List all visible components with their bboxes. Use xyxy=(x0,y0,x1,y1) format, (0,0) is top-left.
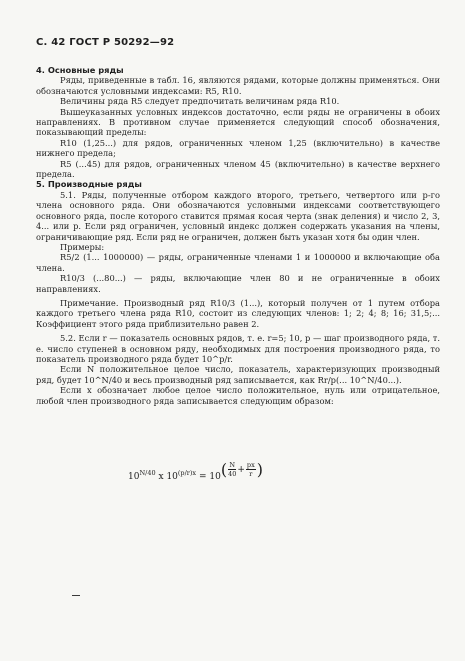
section-4-paragraph-2: Величины ряда R5 следует предпочитать величинам ряда R10. xyxy=(60,96,340,107)
standard-title: ГОСТ Р 50292—92 xyxy=(69,37,175,48)
page-header xyxy=(36,37,174,48)
formula-result-exponent: ( $\frac{N}{40}$ + $\frac{px}{r}$ ) xyxy=(220,460,263,479)
note-paragraph: Примечание. Производный ряд R10/3 (1...), который получен от 1 путем отбора каждого третьего члена ряда R10, состоит из следующих членов: 1; 2; 4; 8; 16; 31,5;... Коэффициент этого ряда приблизительно равен 2. xyxy=(36,297,440,329)
fraction-px-over-r: $\frac{px}{r}$ xyxy=(246,461,255,478)
section-4-paragraph-5: R5 (...45) для рядов, ограниченных членом 45 (включительно) в качестве верхнего предела. xyxy=(36,158,440,180)
page-number: С. 42 xyxy=(36,37,66,48)
section-4-paragraph-4: R10 (1,25...) для рядов, ограниченных членом 1,25 (включительно) в качестве нижнего предела; xyxy=(36,137,440,159)
formula-base-1: 10 xyxy=(128,472,140,482)
formula-times: x xyxy=(158,472,164,482)
formula-base-2: 10 xyxy=(166,472,178,482)
page-body xyxy=(36,65,440,406)
formula-exponent-1: N/40 xyxy=(139,469,156,477)
formula-exponent-2: (p/r) xyxy=(177,469,193,477)
scan-mark xyxy=(72,595,80,596)
fraction-n-over-40: $\frac{N}{40}$ xyxy=(228,461,237,478)
section-5-paragraph-3: Если N положительное целое число, показатель, характеризующих производный ряд, будет 10^N/40 и весь производный ряд записывается, как Rr/p(... 10^N/40...). xyxy=(36,364,440,385)
formula-plus: + xyxy=(237,465,245,475)
section-5-paragraph-2: 5.2. Если r — показатель основных рядов, т. е. r=5; 10, p — шаг производного ряда, т. е. число ступеней в основном ряду, необходимых для построения производного ряда, то показатель производного ряда будет 10^p/r. xyxy=(36,333,440,364)
section-4-heading: 4. Основные ряды xyxy=(36,65,124,75)
example-1: R5/2 (1... 1000000) — ряды, ограниченные членами 1 и 1000000 и включающие оба члена. xyxy=(36,252,440,273)
section-4-paragraph-1: Ряды, приведенные в табл. 16, являются рядами, которые должны применяться. Они обозначаются условными индексами: R5, R10. xyxy=(36,75,440,96)
section-5-heading: 5. Производные ряды xyxy=(36,179,142,190)
derived-series-formula xyxy=(128,460,263,486)
section-4-paragraph-3: Вышеуказанных условных индексов достаточно, если ряды не ограничены в обоих направлениях. В противном случае применяется следующий способ обозначения, показывающий пределы: xyxy=(36,106,440,138)
examples-label: Примеры: xyxy=(60,241,105,252)
section-5-paragraph-4: Если x обозначает любое целое число положительное, нуль или отрицательное, любой член производного ряда записывается следующим образом: xyxy=(36,385,440,406)
formula-exponent-2x: x xyxy=(192,469,197,477)
formula-equals: = xyxy=(198,472,207,482)
example-2: R10/3 (...80...) — ряды, включающие член 80 и не ограниченные в обоих направлениях. xyxy=(36,273,440,294)
section-5-paragraph-1: 5.1. Ряды, полученные отбором каждого второго, третьего, четвертого или p-го члена основного ряда. Они обозначаются условными индексами соответствующего основного ряда, после которого ставится прямая косая черта (знак деления) и число 2, 3, 4... или p. Если ряд ограничен, условный индекс должен содержать указания на члены, ограничивающие ряд. Если ряд не ограничен, должен быть указан хотя бы один член. xyxy=(36,189,440,242)
formula-base-3: 10 xyxy=(209,472,221,482)
